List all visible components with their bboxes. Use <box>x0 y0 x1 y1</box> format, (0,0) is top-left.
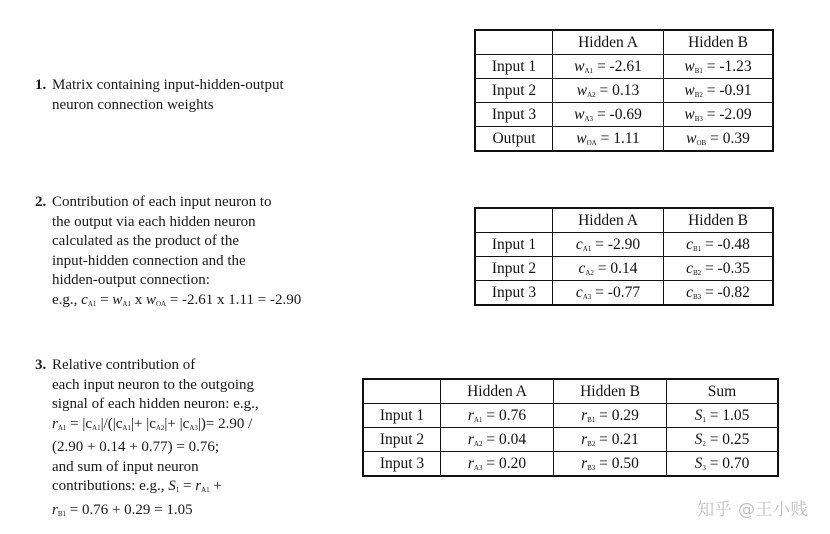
table-cell: $r_{A1} = 0.76$ <box>441 404 554 428</box>
table-cell: $c_{A1} = -2.90$ <box>553 233 664 257</box>
section2-text <box>35 193 302 314</box>
table-cell: $w_{B1} = -1.23$ <box>664 55 774 79</box>
table-corner <box>475 30 553 55</box>
table-cell: $w_{A2} = 0.13$ <box>553 79 664 103</box>
table-cell: $w_{OA} = 1.11$ <box>553 127 664 152</box>
row-label: Input 1 <box>475 233 553 257</box>
row-label: Input 2 <box>475 257 553 281</box>
table-row <box>475 257 773 281</box>
section3-line: Relative contribution of <box>52 357 196 373</box>
row-label: Input 2 <box>363 428 441 452</box>
table-row <box>363 404 778 428</box>
row-label: Input 3 <box>475 103 553 127</box>
table-cell: $S_2 = 0.25$ <box>667 428 779 452</box>
section2-line: the output via each hidden neuron <box>52 213 256 230</box>
table-cell: $c_{B2} = -0.35$ <box>664 257 774 281</box>
section2-line: Contribution of each input neuron to <box>52 194 272 210</box>
section2-line: hidden-output connection: <box>52 272 210 288</box>
section2-line: input-hidden connection and the <box>52 252 246 269</box>
table-cell: $w_{A1} = -2.61$ <box>553 55 664 79</box>
section2-line: calculated as the product of the <box>52 233 240 249</box>
section3-line: each input neuron to the outgoing <box>52 376 255 393</box>
table-cell: $r_{B2} = 0.21$ <box>554 428 667 452</box>
section1-number: 1. <box>35 77 47 93</box>
column-header: Sum <box>667 379 779 404</box>
row-label: Input 1 <box>475 55 553 79</box>
table-cell: $r_{A3} = 0.20$ <box>441 452 554 477</box>
weights-table <box>474 29 774 152</box>
table-cell: $r_{A2} = 0.04$ <box>441 428 554 452</box>
table-cell: $w_{A3} = -0.69$ <box>553 103 664 127</box>
column-header: Hidden B <box>664 208 774 233</box>
table-row <box>475 103 773 127</box>
section3-sum-result: $r_{B1} = 0.76 + 0.29 = 1.05$ <box>52 501 193 518</box>
table-row <box>363 452 778 477</box>
table-cell: $S_3 = 0.70$ <box>667 452 779 477</box>
table-cell: $c_{B1} = -0.48$ <box>664 233 774 257</box>
table-cell: $w_{B3} = -2.09$ <box>664 103 774 127</box>
table-cell: $c_{A3} = -0.77$ <box>553 281 664 306</box>
section3-sum-example: contributions: e.g., $S_1 = r_{A1}$ + <box>52 478 222 494</box>
table-cell: $c_{A2} = 0.14$ <box>553 257 664 281</box>
section2-example: e.g., $c_{A1} = w_{A1}$ x $w_{OA} = -2.61$ x 1.11 = -2.90 <box>52 291 302 308</box>
relative-contribution-table <box>362 378 779 477</box>
table-row <box>475 233 773 257</box>
row-label: Input 3 <box>475 281 553 306</box>
section1-line: Matrix containing input-hidden-output <box>52 77 284 93</box>
row-label: Input 2 <box>475 79 553 103</box>
row-label: Input 3 <box>363 452 441 477</box>
section1-text <box>35 76 284 115</box>
table-row <box>475 79 773 103</box>
table-cell: $w_{OB} = 0.39$ <box>664 127 774 152</box>
table-row <box>363 428 778 452</box>
table-row <box>475 55 773 79</box>
section3-line: (2.90 + 0.14 + 0.77) = 0.76; <box>52 439 220 455</box>
contribution-table <box>474 207 774 306</box>
section1-line: neuron connection weights <box>52 96 214 113</box>
table-row <box>475 281 773 306</box>
column-header: Hidden A <box>553 30 664 55</box>
section2-number: 2. <box>35 194 47 210</box>
table-corner <box>363 379 441 404</box>
table-header-row <box>363 379 778 404</box>
section3-formula: $r_{A1} = |c_{A1}|/(|c_{A1}|+ |c_{A2}|+ |c_{A3}|)= 2.90$ / <box>52 415 253 432</box>
section3-line: signal of each hidden neuron: e.g., <box>52 396 259 412</box>
table-row <box>475 127 773 152</box>
section3-number: 3. <box>35 357 47 373</box>
table-header-row <box>475 208 773 233</box>
table-cell: $S_1 = 1.05$ <box>667 404 779 428</box>
row-label: Input 1 <box>363 404 441 428</box>
column-header: Hidden B <box>664 30 774 55</box>
column-header: Hidden A <box>441 379 554 404</box>
column-header: Hidden B <box>554 379 667 404</box>
table-corner <box>475 208 553 233</box>
column-header: Hidden A <box>553 208 664 233</box>
table-cell: $r_{B3} = 0.50$ <box>554 452 667 477</box>
watermark: 知乎 @王小贱 <box>697 500 808 520</box>
section3-text <box>35 356 259 524</box>
table-header-row <box>475 30 773 55</box>
table-cell: $c_{B3} = -0.82$ <box>664 281 774 306</box>
section3-line: and sum of input neuron <box>52 458 199 475</box>
table-cell: $r_{B1} = 0.29$ <box>554 404 667 428</box>
row-label: Output <box>475 127 553 152</box>
table-cell: $w_{B2} = -0.91$ <box>664 79 774 103</box>
